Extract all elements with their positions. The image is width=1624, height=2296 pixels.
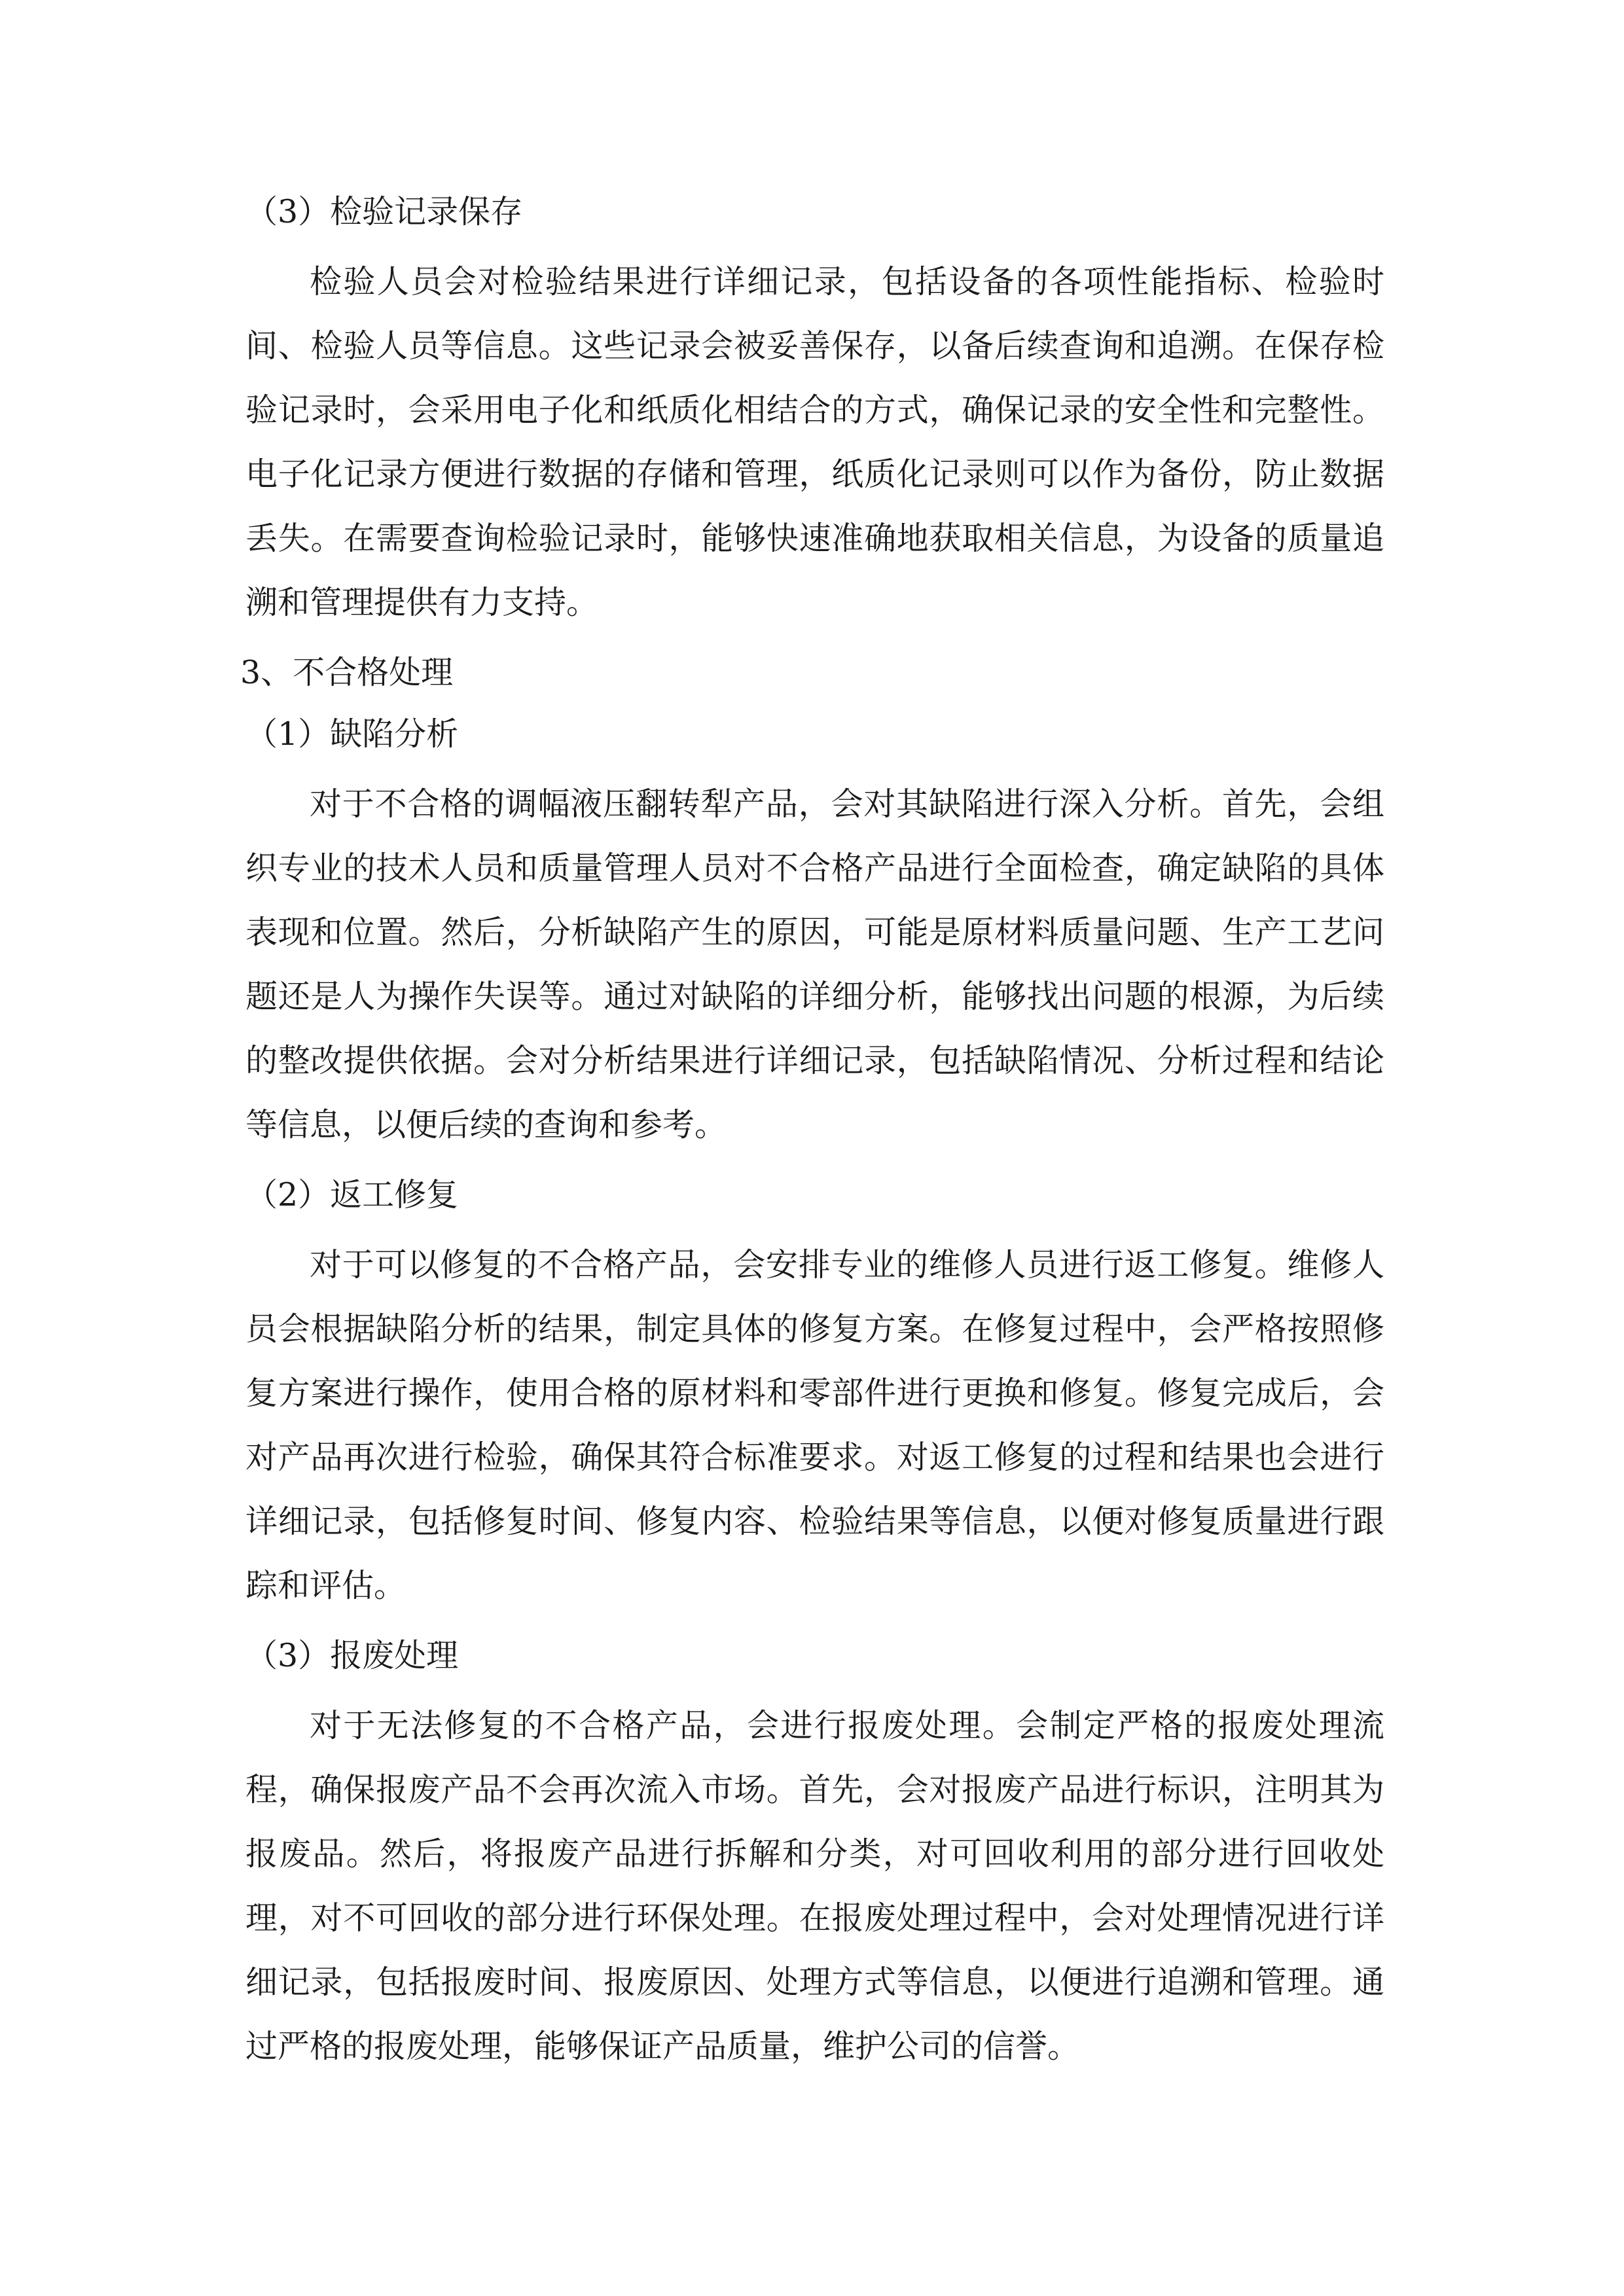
section-heading-rework: （2）返工修复	[245, 1176, 459, 1213]
paragraph-inspection-records: 检验人员会对检验结果进行详细记录，包括设备的各项性能指标、检验时间、检验人员等信息。这些记录会被妥善保存，以备后续查询和追溯。在保存检验记录时，会采用电子化和纸质化相结合的方式，确保记录的安全性和完整性。电子化记录方便进行数据的存储和管理，纸质化记录则可以作为备份，防止数据丢失。在需要查询检验记录时，能够快速准确地获取相关信息，为设备的质量追溯和管理提供有力支持。	[245, 263, 1384, 621]
section-heading-nonconformity: 3、不合格处理	[240, 654, 454, 691]
document-page	[240, 188, 1384, 2093]
section-heading-defect-analysis: （1）缺陷分析	[245, 715, 459, 753]
paragraph-defect-analysis: 对于不合格的调幅液压翻转犁产品，会对其缺陷进行深入分析。首先，会组织专业的技术人员和质量管理人员对不合格产品进行全面检查，确定缺陷的具体表现和位置。然后，分析缺陷产生的原因，可能是原材料质量问题、生产工艺问题还是人为操作失误等。通过对缺陷的详细分析，能够找出问题的根源，为后续的整改提供依据。会对分析结果进行详细记录，包括缺陷情况、分析过程和结论等信息，以便后续的查询和参考。	[245, 785, 1384, 1143]
paragraph-scrap: 对于无法修复的不合格产品，会进行报废处理。会制定严格的报废处理流程，确保报废产品不会再次流入市场。首先，会对报废产品进行标识，注明其为报废品。然后，将报废产品进行拆解和分类，对可回收利用的部分进行回收处理，对不可回收的部分进行环保处理。在报废处理过程中，会对处理情况进行详细记录，包括报废时间、报废原因、处理方式等信息，以便进行追溯和管理。通过严格的报废处理，能够保证产品质量，维护公司的信誉。	[245, 1707, 1384, 2065]
paragraph-rework: 对于可以修复的不合格产品，会安排专业的维修人员进行返工修复。维修人员会根据缺陷分析的结果，制定具体的修复方案。在修复过程中，会严格按照修复方案进行操作，使用合格的原材料和零部件进行更换和修复。修复完成后，会对产品再次进行检验，确保其符合标准要求。对返工修复的过程和结果也会进行详细记录，包括修复时间、修复内容、检验结果等信息，以便对修复质量进行跟踪和评估。	[245, 1246, 1384, 1604]
section-heading-inspection-records: （3）检验记录保存	[245, 193, 523, 230]
section-heading-scrap: （3）报废处理	[245, 1637, 459, 1674]
